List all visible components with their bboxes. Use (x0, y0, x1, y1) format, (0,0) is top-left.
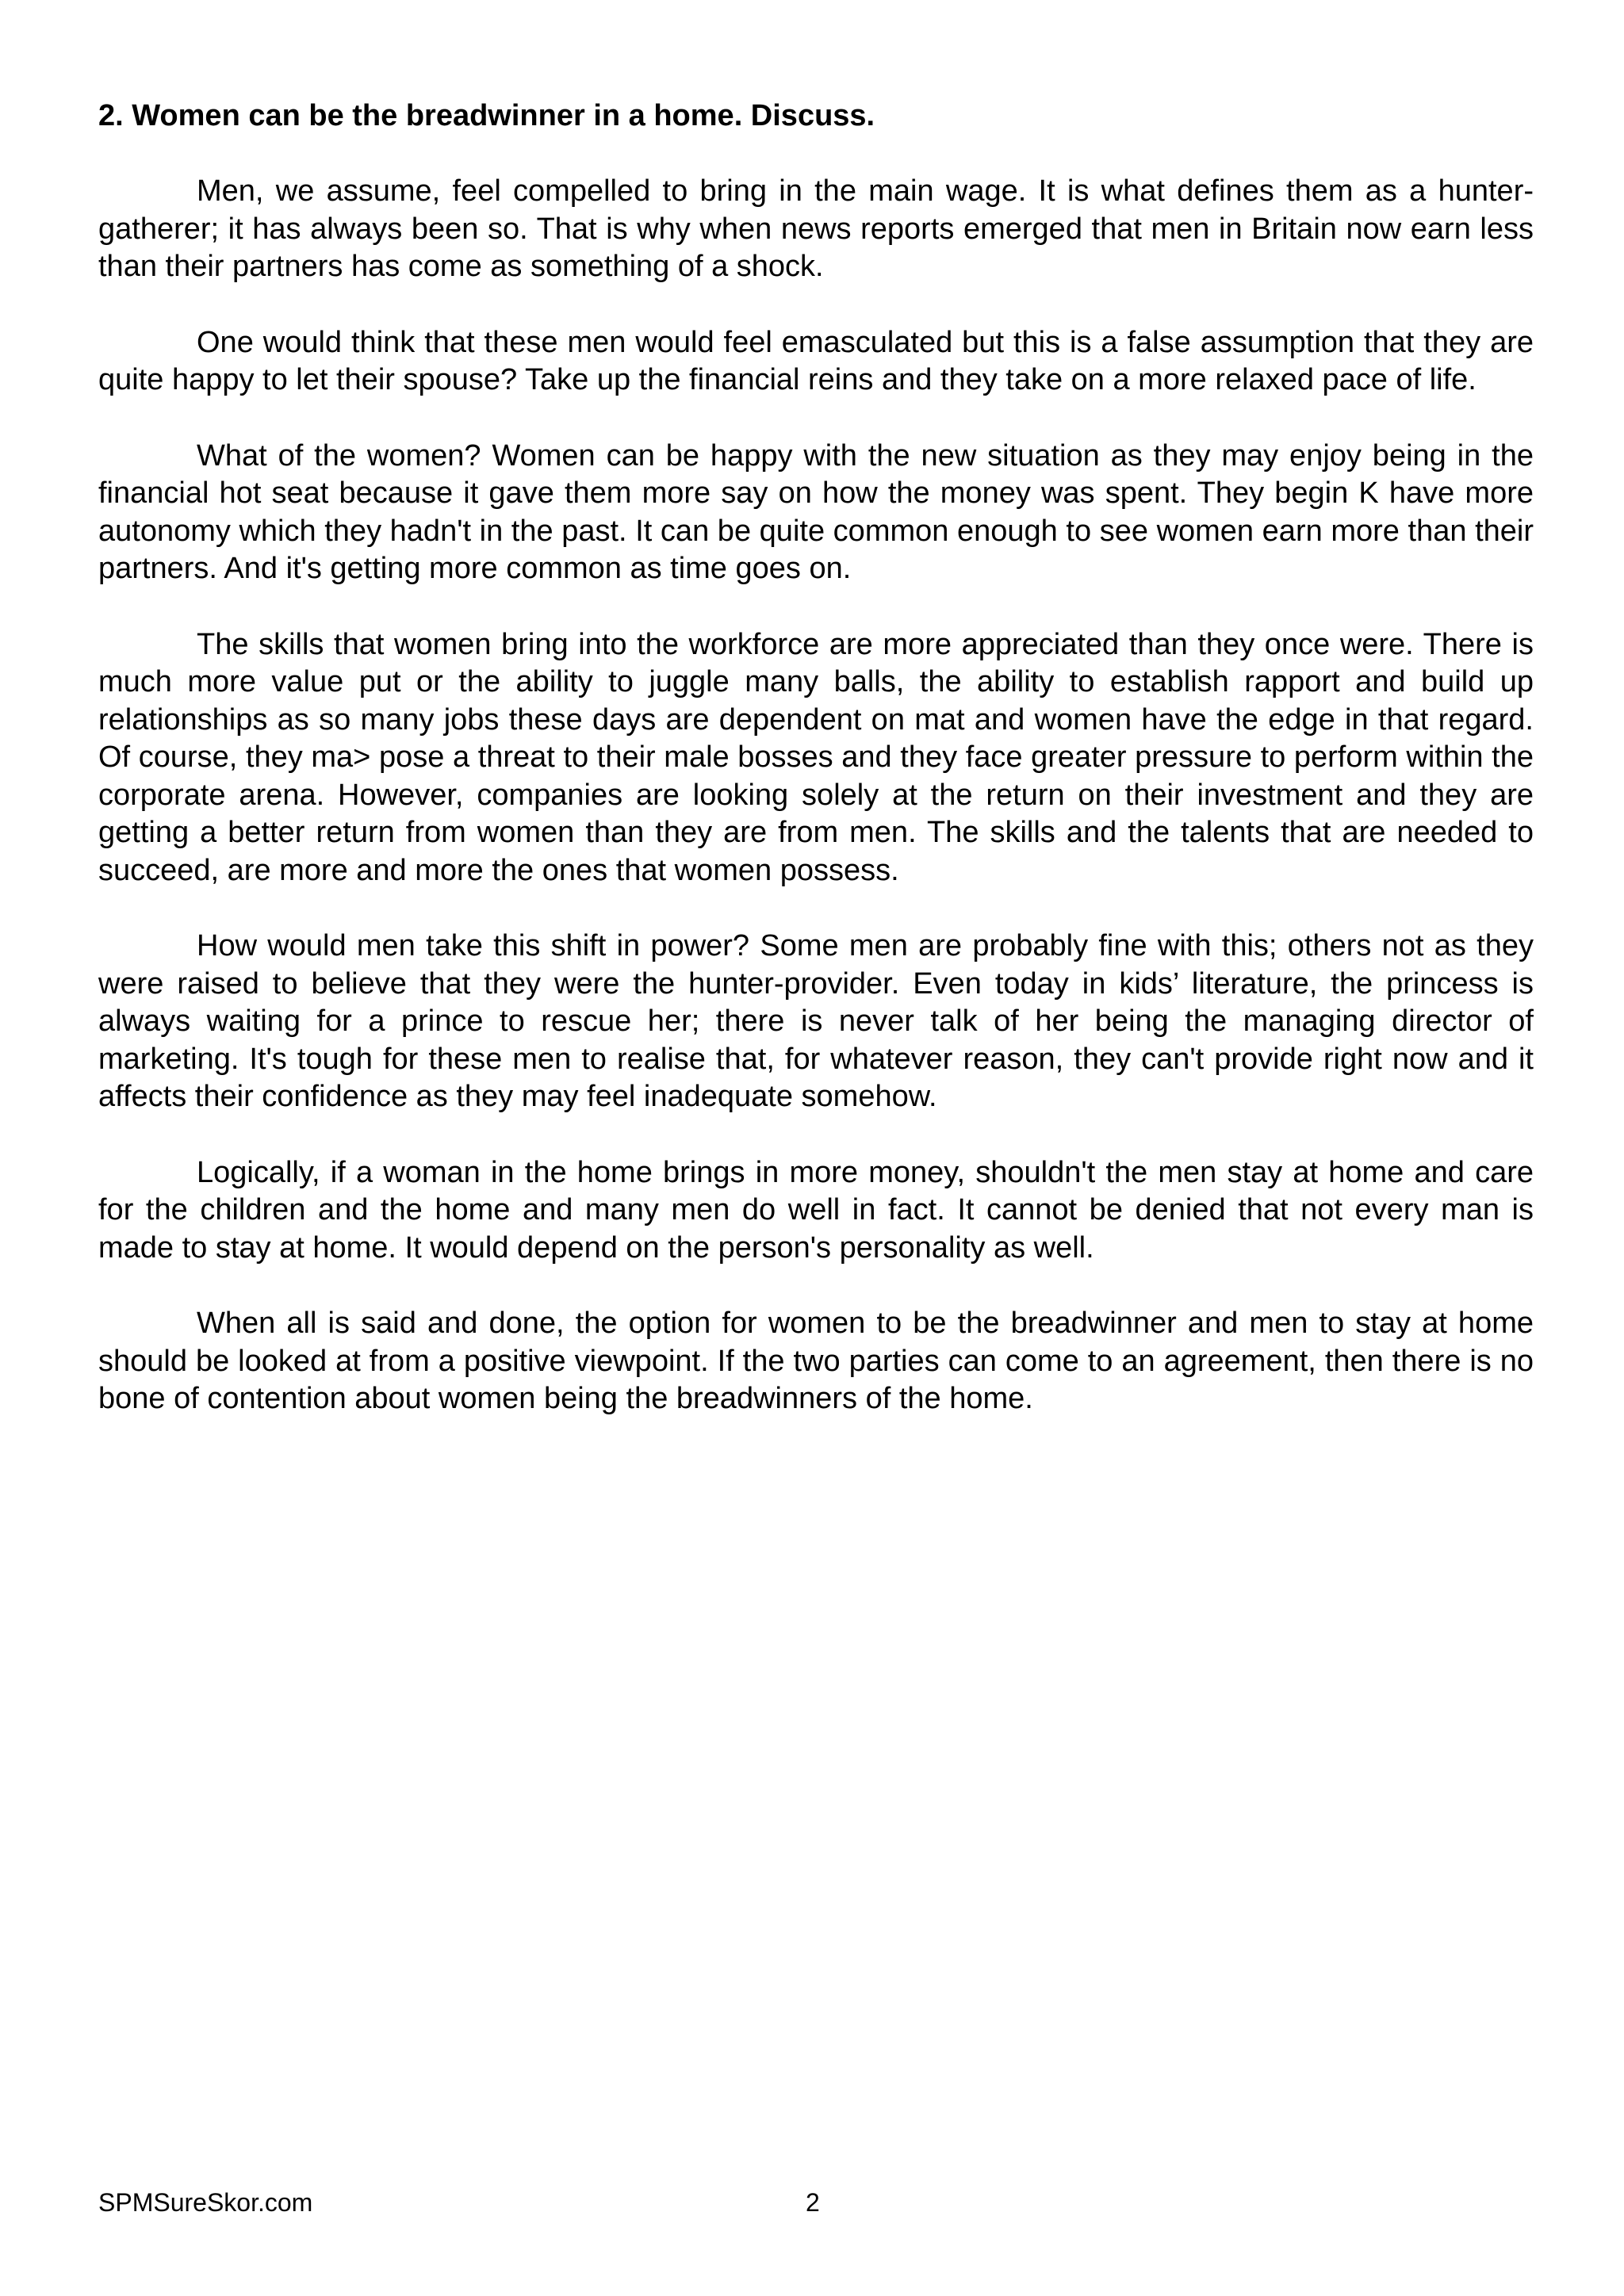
paragraph-2: One would think that these men would feel emasculated but this is a false assumption that they are quite happy to let their spouse? Take up the financial reins and they take on a more relaxed pace of life. (98, 325, 1534, 396)
paragraph-5: How would men take this shift in power? Some men are probably fine with this; others not as they were raised to believe that they were the hunter-provider. Even today in kids’ literature, the princess is always waiting for a prince to rescue her; there is never talk of her being the managing director of marketing. It's tough for these men to realise that, for whatever reason, they can't provide right now and it affects their confidence as they may feel inadequate somehow. (98, 929, 1534, 1113)
document-body (98, 97, 1534, 1456)
paragraph-4: The skills that women bring into the workforce are more appreciated than they once were. There is much more value put or the ability to juggle many balls, the ability to establish rapport and build up relationships as so many jobs these days are dependent on mat and women have the edge in that regard. Of course, they ma> pose a threat to their male bosses and they face greater pressure to perform within the corporate arena. However, companies are looking solely at the return on their investment and they are getting a better return from women than they are from men. The skills and the talents that are needed to succeed, are more and more the ones that women possess. (98, 627, 1534, 887)
footer-page-number: 2 (806, 2188, 820, 2217)
essay-heading: 2. Women can be the breadwinner in a home. Discuss. (98, 99, 875, 132)
paragraph-6: Logically, if a woman in the home brings in more money, shouldn't the men stay at home and care for the children and the home and many men do well in fact. It cannot be denied that not every man is made to stay at home. It would depend on the person's personality as well. (98, 1155, 1534, 1265)
paragraph-3: What of the women? Women can be happy with the new situation as they may enjoy being in the financial hot seat because it gave them more say on how the money was spent. They begin K have more autonomy which they hadn't in the past. It can be quite common enough to see women earn more than their partners. And it's getting more common as time goes on. (98, 438, 1534, 585)
paragraph-7: When all is said and done, the option for women to be the breadwinner and men to stay at home should be looked at from a positive viewpoint. If the two parties can come to an agreement, then there is no bone of contention about women being the breadwinners of the home. (98, 1307, 1534, 1415)
paragraph-1: Men, we assume, feel compelled to bring in the main wage. It is what defines them as a hunter-gatherer; it has always been so. That is why when news reports emerged that men in Britain now earn less than their partners has come as something of a shock. (98, 174, 1534, 283)
footer-site-name: SPMSureSkor.com (98, 2188, 313, 2217)
